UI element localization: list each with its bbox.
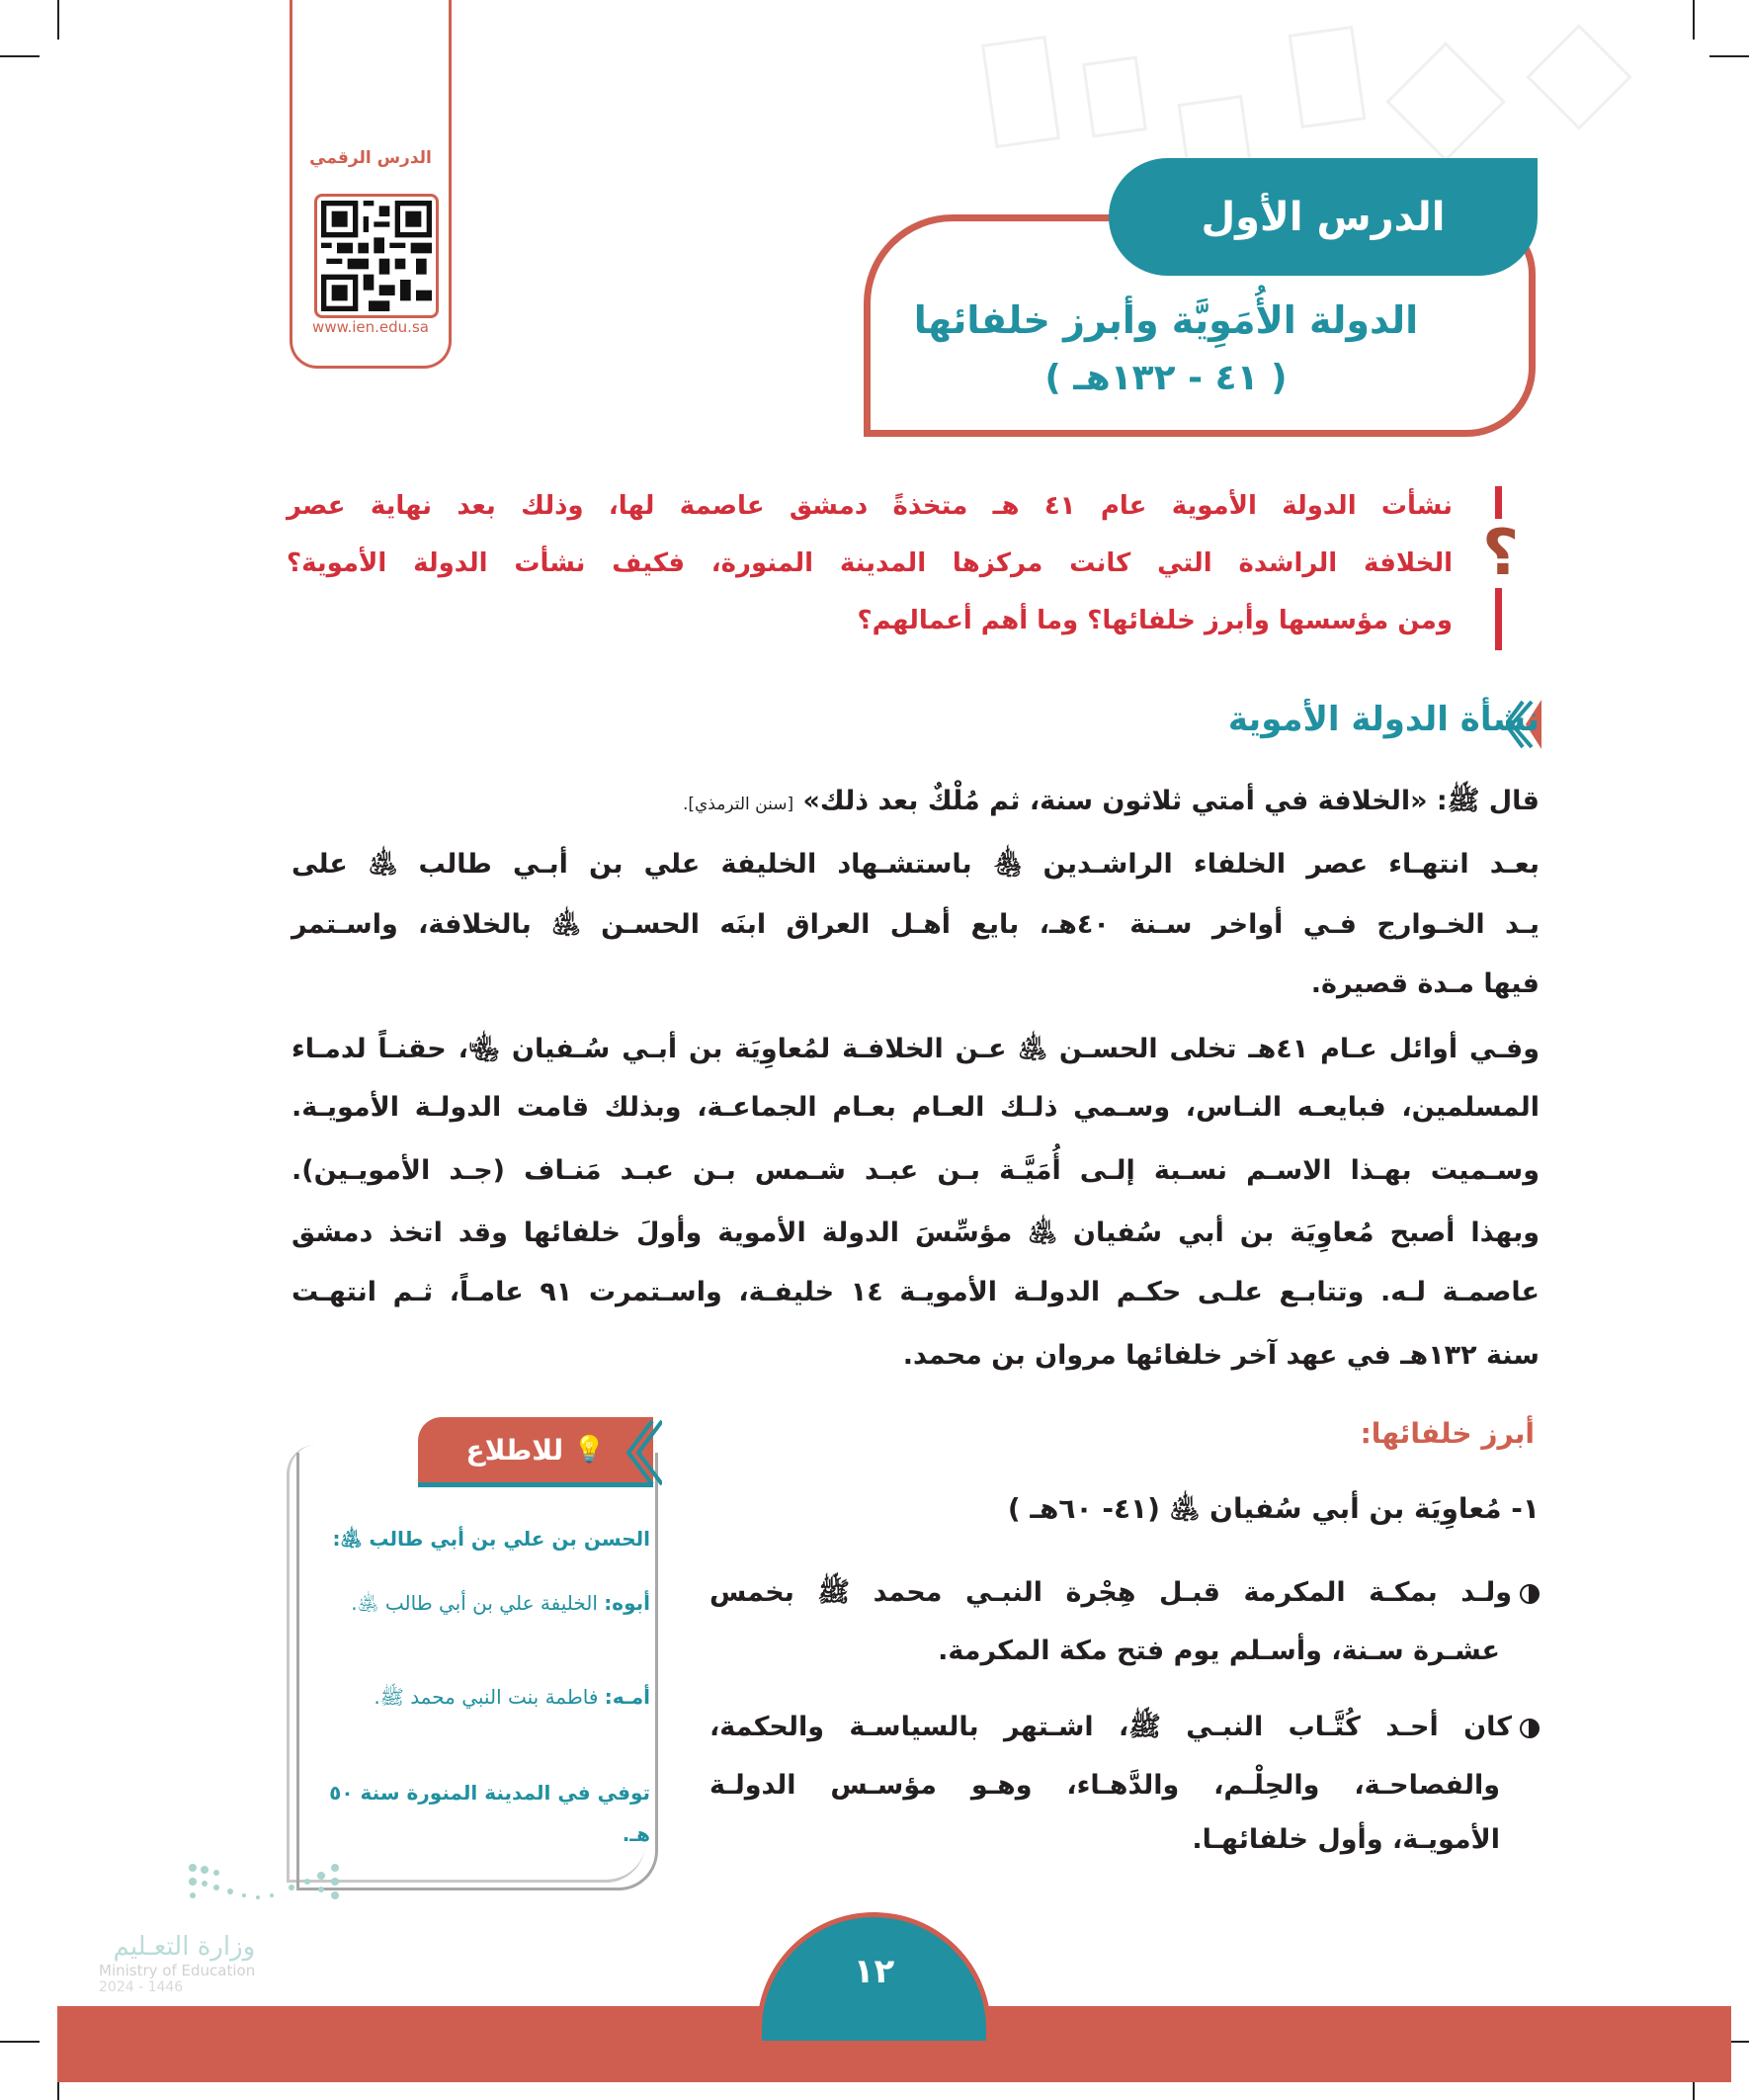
intro-line: نشأت الدولة الأموية عام ٤١ هـ متخذةً دمشق عاصمة لها، وذلك بعد نهاية عصر — [287, 491, 1454, 521]
hadith-line — [292, 784, 1540, 823]
ministry-logo-dots — [183, 1858, 351, 1917]
intro-line: ومن مؤسسها وأبرز خلفائها؟ وما أهم أعمالهم؟ — [857, 606, 1453, 635]
qr-code[interactable] — [314, 194, 439, 318]
edition-year: 2024 - 1446 — [99, 1979, 184, 1995]
crop-mark — [1693, 0, 1695, 40]
mother-label: أمـه: — [604, 1685, 650, 1709]
chevron-icon — [623, 1417, 662, 1488]
lesson-dates: ( ٤١ - ١٣٢هـ ) — [1044, 358, 1288, 398]
info-tab — [418, 1417, 653, 1487]
sidebar-heading: الحسن بن علي بن أبي طالب ﵁: — [332, 1527, 650, 1551]
lesson-title: الدولة الأُمَوِيَّة وأبرز خلفائها — [913, 298, 1419, 342]
body-line: فيها مـدة قصيرة. — [1310, 968, 1540, 999]
bullet-line: والفصاحـة، والحِلْـم، والدَّهـاء، وهـو مؤسـس الدولـة — [709, 1770, 1500, 1801]
crop-mark — [0, 55, 40, 57]
father-label: أبوه: — [604, 1591, 650, 1615]
page-number: ١٢ — [757, 1912, 991, 2041]
lesson-number-tab: الدرس الأول — [1109, 158, 1538, 276]
body-line: المسلمين، فبايعـه النـاس، وسـمي ذلـك العـام بعـام الجماعـة، وبذلك قامت الدولـة الأمويـة. — [292, 1092, 1540, 1123]
crop-mark — [0, 2041, 40, 2043]
body-line: وبهذا أصبح مُعاوِيَة بن أبي سُفيان ﵁ مؤسِّسَ الدولة الأموية وأولَ خلفائها وقد اتخذ دمشق — [292, 1218, 1540, 1248]
digital-lesson-label: الدرس الرقمي — [309, 148, 432, 168]
sidebar-death: توفي في المدينة المنورة سنة ٥٠ هـ. — [329, 1781, 650, 1846]
crop-mark — [57, 0, 59, 40]
body-line: وسـميت بهـذا الاسـم نسـبة إلـى أُمَيَّـة بـن عبـد شـمس بـن عبـد مَنـاف (جـد الأمويـين). — [292, 1155, 1540, 1186]
intro-line: الخلافة الراشدة التي كانت مركزها المدينة المنورة، فكيف نشأت الدولة الأموية؟ — [287, 548, 1453, 578]
website-link[interactable]: www.ien.edu.sa — [312, 318, 429, 336]
body-line: وفـي أوائل عـام ٤١هـ تخلى الحسـن ﵁ عـن الخلافـة لمُعاوِيَة بن أبـي سُـفيان ﵄، حقنـاً لدمـاء — [292, 1034, 1541, 1064]
ministry-name-ar: وزارة التعـليم — [113, 1932, 256, 1962]
body-line: سنة ١٣٢هـ في عهد آخر خلفائها مروان بن محمد. — [902, 1340, 1540, 1371]
bullet-line: الأمويـة، وأول خلفائهـا. — [1192, 1824, 1500, 1855]
question-mark-icon: ؟ — [1482, 517, 1520, 590]
bullet-line — [709, 1575, 1540, 1615]
bullet-icon — [1520, 1584, 1540, 1604]
section-heading: نشأة الدولة الأموية — [1227, 700, 1540, 739]
bullet-text: ولـد بمكـة المكرمة قبـل هِجْرة النبـي محمد ﷺ بخمس — [709, 1577, 1512, 1608]
crop-mark — [1709, 55, 1749, 57]
caliph-title: ١- مُعاوِيَة بن أبي سُفيان ﵁ (٤١- ٦٠هـ ) — [1007, 1492, 1540, 1525]
background-pattern — [1082, 55, 1147, 137]
background-pattern — [981, 36, 1060, 148]
bullet-icon — [1520, 1719, 1540, 1738]
info-tab-label: للاطلاع — [465, 1433, 564, 1467]
caliphs-heading: أبرز خلفائها: — [1360, 1417, 1535, 1450]
body-line: يـد الخـوارج فـي أواخر سـنة ٤٠هـ، بايع أهـل العراق ابنَه الحسـن ﵁ بالخلافة، واسـتمر — [292, 909, 1540, 940]
ministry-name-en: Ministry of Education — [99, 1962, 256, 1979]
background-pattern — [1385, 42, 1506, 162]
hadith-source: [سنن الترمذي]. — [682, 795, 794, 814]
bullet-text: كان أحـد كُتَّـاب النبـي ﷺ، اشـتهر بالسياسـة والحكمة، — [709, 1712, 1512, 1742]
sidebar-mother — [314, 1675, 650, 1719]
lightbulb-book-icon: 💡 — [573, 1435, 606, 1465]
mother-value: فاطمة بنت النبي محمد ﷺ. — [374, 1685, 599, 1709]
bullet-line: عشـرة سـنة، وأسـلم يوم فتح مكة المكرمة. — [938, 1636, 1500, 1666]
hadith-text: قال ﷺ: «الخلافة في أمتي ثلاثون سنة، ثم مُلْكٌ بعد ذلك» — [802, 786, 1540, 816]
bullet-line — [709, 1710, 1540, 1749]
body-line: عاصمـة لـه. وتتابـع علـى حكـم الدولـة الأمويـة ١٤ خليفـة، واسـتمرت ٩١ عامـاً، ثـم انتهـت — [292, 1277, 1540, 1307]
body-line: بعـد انتهـاء عصر الخلفاء الراشـدين ﵃ باستشـهاد الخليفة علي بن أبـي طالب ﵁ على — [292, 849, 1540, 880]
father-value: الخليفة علي بن أبي طالب ﵁. — [351, 1591, 598, 1615]
background-pattern — [1526, 24, 1631, 129]
ministry-logo — [99, 1932, 255, 1995]
background-pattern — [1289, 26, 1367, 128]
sidebar-father — [314, 1581, 650, 1625]
